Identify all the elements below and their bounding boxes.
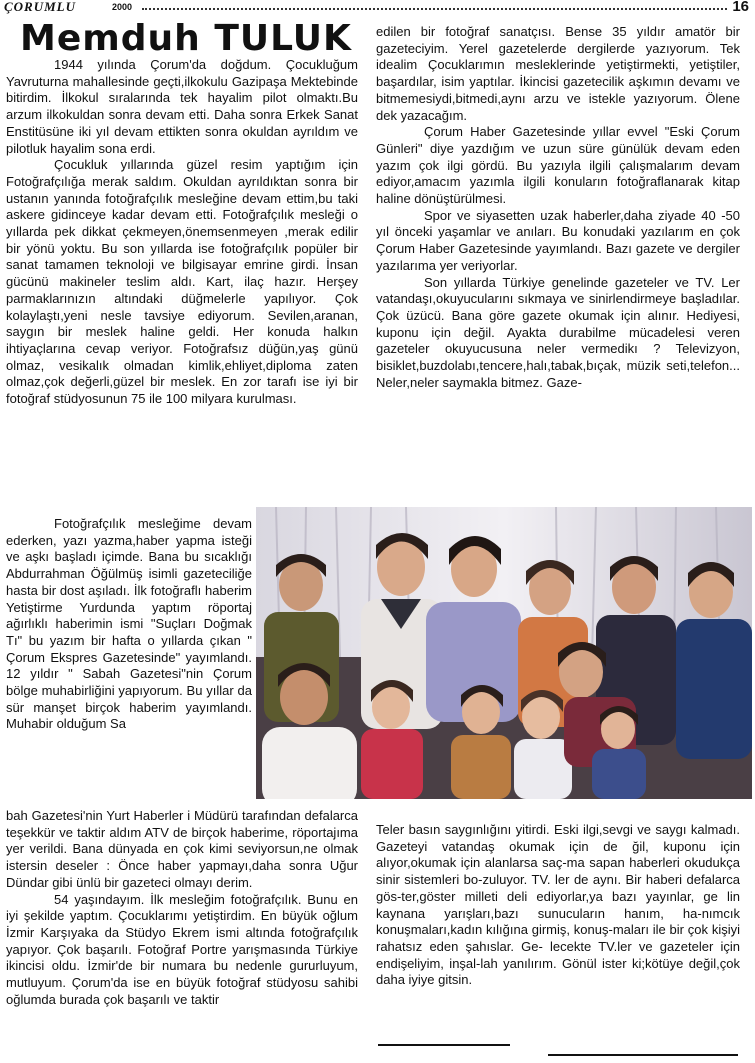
paragraph: Fotoğrafçılık mesleğime devam ederken, yazı yazma,haber yapma isteği ve aşkı başladı içimde. Bana bu sıcaklığı Abdurrahman Öğülmüş isimli gazeteciliğe hasta bir dost aşıladı. İlk fotoğraflı haberim Yetiştirme Yurdunda yaptım röportaj ağırlıklı haberimin ismi "Suçları Doğmak Tı" bu yazım bir hafta o yıllarda çıkan " Çorum Ekspres Gazetesinde" yayımlandı. 12 yıldır " Sabah Gazetesi"nin Çorum bölge muhabirliğini yapıyorum. Bu yıllar da sür manşet birçok haberim yayımlandı. Muhabir olduğum Sa	[6, 516, 252, 732]
family-photo	[256, 507, 752, 799]
masthead: ÇORUMLU	[4, 0, 77, 14]
right-column-top	[376, 24, 740, 391]
right-column-bottom	[376, 822, 740, 989]
bottom-divider-right	[548, 1054, 738, 1056]
left-column-narrow	[6, 516, 252, 733]
paragraph: edilen bir fotoğraf sanatçısı. Bense 35 yıldır amatör bir gazeteciyim. Yerel gazetelerde dergilerde yazıyorum. Tek idealim Çocuklarımın mesleklerinde yetiştirmekti, yetiştiler, başardılar, isim yaptılar. İkincisi gazetecilik aşkımın devamı ve bitmemesiydi,bitmedi,aynı arzu ve istekle yazıyorum. Ölene dek yazacağım.	[376, 24, 740, 123]
paragraph: 54 yaşındayım. İlk mesleğim fotoğrafçılık. Bunu en iyi şekilde yaptım. Çocuklarımı yetiştirdim. En büyük oğlum İzmir Karşıyaka da Stüdyo Ekrem ismi altında fotoğrafçılık yapıyor. Çok başarılı. Fotoğraf Portre yarışmasında Türkiye ikincisi oldu. İzmir'de bir numara bu nedenle gururluyum, mutluyum. Çorum'da ise en büyük fotoğraf stüdyosu sahibi oğlumda burada çok başarılı ve taktir	[6, 891, 358, 1007]
page-number: 16	[732, 0, 749, 15]
paragraph: bah Gazetesi'nin Yurt Haberler i Müdürü tarafından defalarca teşekkür ve taktir aldım ATV de birçok haberime, röportajıma yer verildi. Bana dünyada en çok kimi seviyorsun,ne olmak istersin deseler : Önce haber yapmayı,daha sonra Uğur Dündar gibi ünlü bir gazeteci olmayı derim.	[6, 808, 358, 890]
paragraph: Spor ve siyasetten uzak haberler,daha ziyade 40 -50 yıl önceki yaşamlar ve anıları. Bu konudaki yazılarım en çok Çorum Haber Gazetesinde yayımlandı. Bazı gazete ve dergiler yazılarıma yer veriyorlar.	[376, 207, 740, 273]
paragraph: 1944 yılında Çorum'da doğdum. Çocukluğum Yavruturna mahallesinde geçti,ilkokulu Gazipaşa Mektebinde bitirdim. İlkokul sıralarında tek hayalim pilot olmaktı.Bu arzum ilkokuldan sonra devam etti. Daha sonra Erkek Sanat Enstitüsüne iki yıl devam ettikten sonra okuldan ayrıldım ve pilotluk hayalim sona erdi.	[6, 57, 358, 156]
left-column-top	[6, 57, 358, 408]
bottom-divider-left	[378, 1044, 510, 1046]
article-title: Memduh TULUK	[20, 18, 352, 59]
paragraph: Çocukluk yıllarında güzel resim yaptığım için Fotoğrafçılığa merak saldım. Okuldan ayrıldıktan sonra bir ustanın yanında fotoğrafçılık mesleğine devam ettim,bu taki askere gidinceye kadar devam etti. Fotoğrafçılık mesleği o yıllarda pek dikkat çekmeyen,önemsenmeyen ,merak edilir bir yönü yoktu. Bu son yıllarda ise fotoğrafçılık popüler bir sanat tamamen teknoloji ve bilgisayar emrine girdi. İnsan gücünü makineler teslim aldı. Kart, ilaç hazır. Herşey parmaklarınızın altındaki düğmelerle yapılıyor. Çok kolaylaştı,yeni nesle tavsiye ediyorum. Sevilen,aranan, saygın bir meslek haline geldi. Her konuda halkın ihtiyaçlarına cevap veriyor. Fotoğrafsız düğün,yaş günü olmaz, vesikalık olmadan kimlik,ehliyet,diploma zaten olmaz,çok değerli,güzel bir meslek. En zor tarafı ise iyi bir fotoğraf stüdyosunun 75 ile 100 milyara kurulması.	[6, 157, 358, 407]
page-header	[0, 0, 755, 20]
paragraph: Teler basın saygınlığını yitirdi. Eski ilgi,sevgi ve saygı kalmadı. Gazeteyi vatandaş okumak için de ğil, kuponu için alıyor,okumak için alanlarsa saç-ma sapan haberleri okudukça sinir sistemleri bo-zuluyor. TV. ler de aynı. Bir haberi defalarca gös-ter,göster milleti deli ediyorlar,ya bazı yayınlar, ge lin kaynana yarışları,bazı sunucuların hanım, ha-nımcık konuşmaları,kadın kılığına girmiş, konuş-maları ile bir çok kişiyi rahatsız eden şahıslar. Ge- lecekte TV.ler ve gazeteler için endişeliyim, inşal-lah yanılırım. Gönül ister ki;kötüye değil,çok daha iyiye gitsin.	[376, 822, 740, 988]
family-photo-illustration	[256, 507, 752, 799]
paragraph: Çorum Haber Gazetesinde yıllar evvel "Eski Çorum Günleri" diye yazdığım ve uzun süre günülük devam eden yazım çok ilgi gördü. Bu yazıyla ilgili çalışmalarım devam ediyor,amacım yazımla ilgili konuların fotoğraflanarak kitap haline dönüştürülmesi.	[376, 124, 740, 207]
paragraph: Son yıllarda Türkiye genelinde gazeteler ve TV. Ler vatandaşı,okuyucularını sıkmaya ve sinirlendirmeye başladılar. Çok üzücü. Bana göre gazete okumak için alınır. Hediyesi, kuponu için değil. Ayakta durabilme mücadelesi veren gazeteler okuyucusuna neler vermedikı ? Televizyon, bisiklet,buzdolabı,tencere,halı,tabak,bıçak, müzik seti,telefon... Neler,neler saymakla bitmez. Gaze-	[376, 274, 740, 390]
left-column-bottom	[6, 808, 358, 1008]
issue-year: 2000	[112, 2, 133, 12]
header-divider	[142, 8, 727, 10]
